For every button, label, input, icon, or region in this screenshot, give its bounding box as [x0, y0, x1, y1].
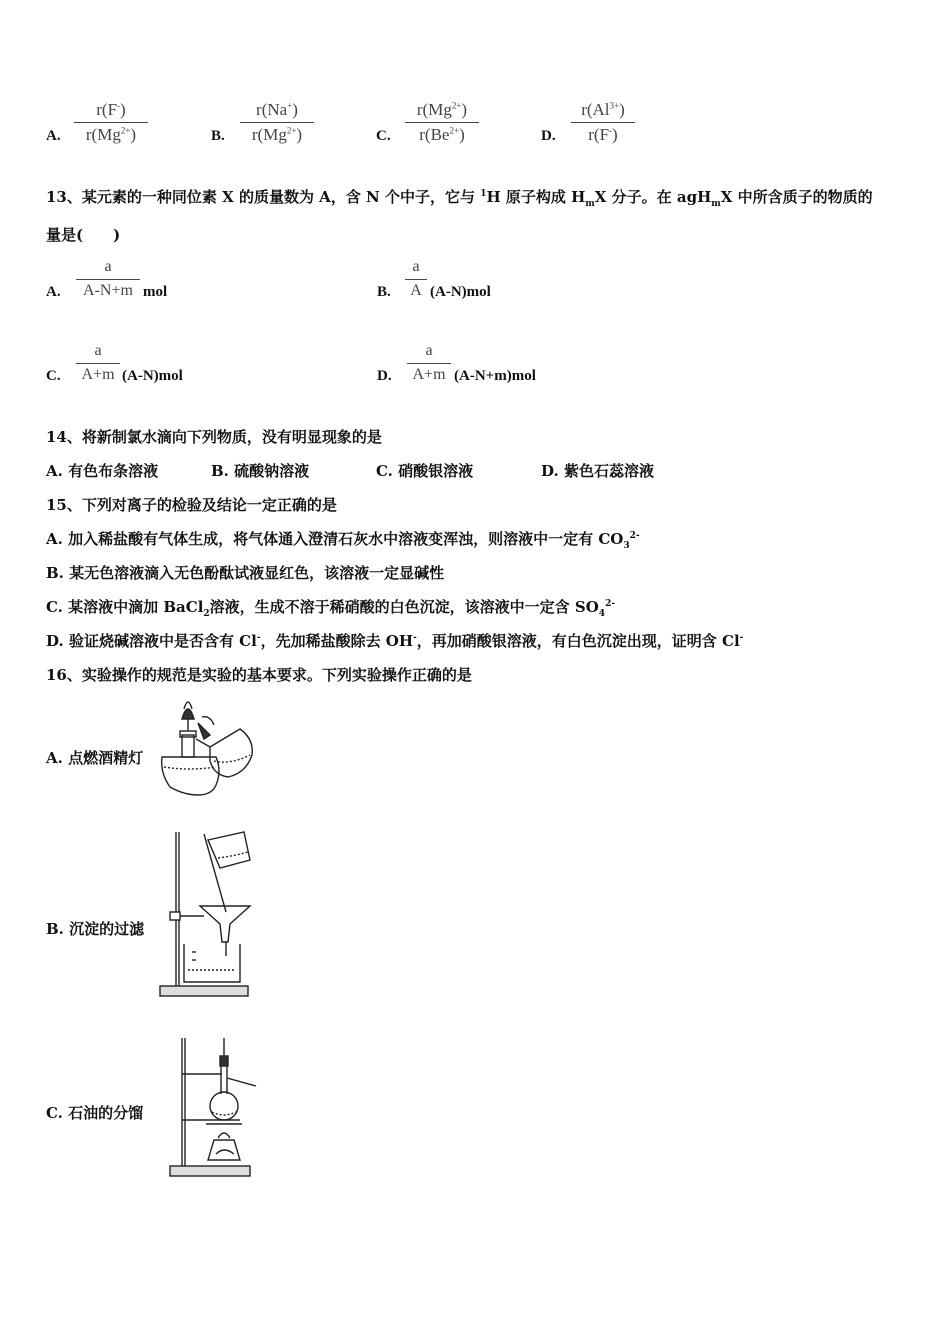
q13-option-a-unit: mol — [143, 284, 168, 300]
q13-stem: 13、某元素的一种同位素 X 的质量数为 A，含 N 个中子，它与 $^1$H 原子构成 $H_mX$ 分子。在 agH$_m$X 中所含质子的物质的 — [46, 188, 873, 209]
q12-option-c-fraction: $\frac{r(Mg^{2+})}{r(Be^{2+})}$ — [405, 100, 479, 145]
q16-option-b: B. 沉淀的过滤 — [46, 920, 145, 938]
q13-option-b-unit: (A-N)mol — [430, 284, 491, 300]
q14-option-a: A. 有色布条溶液 — [46, 462, 159, 480]
q16-option-c: C. 石油的分馏 — [46, 1104, 144, 1122]
q15-stem: 15、下列对离子的检验及结论一定正确的是 — [46, 496, 337, 514]
q12-option-a-fraction: $\frac{r(F^-)}{r(Mg^{2+})}$ — [74, 100, 148, 145]
q14-stem: 14、将新制氯水滴向下列物质，没有明显现象的是 — [46, 428, 382, 446]
q13-option-c-fraction: $\frac{a}{A+m}$ — [76, 342, 120, 384]
q16-option-a: A. 点燃酒精灯 — [46, 749, 144, 767]
q12-option-a-label: A. — [46, 128, 61, 144]
q13-option-c-unit: (A-N)mol — [122, 368, 183, 384]
q13-option-c-label: C. — [46, 368, 61, 384]
q12-option-b-label: B. — [211, 128, 225, 144]
q12-option-d-fraction: $\frac{r(Al^{3+})}{r(F^-)}$ — [571, 100, 635, 145]
q16-stem: 16、实验操作的规范是实验的基本要求。下列实验操作正确的是 — [46, 666, 472, 684]
q15-option-a: A. 加入稀盐酸有气体生成，将气体通入澄清石灰水中溶液变浑浊，则溶液中一定有 $CO_3^{2-}$ — [46, 530, 640, 551]
q13-option-d-fraction: $\frac{a}{A+m}$ — [407, 342, 451, 384]
q14-option-b: B. 硫酸钠溶液 — [211, 462, 310, 480]
q13-option-b-label: B. — [377, 284, 391, 300]
q15-option-d: D. 验证烧碱溶液中是否含有 Cl-，先加稀盐酸除去 OH-，再加硝酸银溶液，有白色沉淀出现，证明含 Cl- — [46, 632, 744, 650]
distillation-illustration — [166, 1034, 262, 1180]
filtration-illustration — [156, 826, 256, 1002]
q12-option-d-label: D. — [541, 128, 556, 144]
q14-option-d: D. 紫色石蕊溶液 — [541, 462, 654, 480]
alcohol-lamp-illustration — [158, 695, 258, 799]
q12-option-b-fraction: $\frac{r(Na^+)}{r(Mg^{2+})}$ — [240, 100, 314, 145]
q13-option-a-fraction: $\frac{a}{A-N+m}$ — [76, 258, 140, 300]
q15-option-b: B. 某无色溶液滴入无色酚酞试液显红色，该溶液一定显碱性 — [46, 564, 445, 582]
q13-option-b-fraction: $\frac{a}{A}$ — [405, 258, 427, 300]
q15-option-c: C. 某溶液中滴加 BaCl$_2$溶液，生成不溶于稀硝酸的白色沉淀，该溶液中一定含 $SO_4^{2-}$ — [46, 598, 616, 619]
q13-option-d-label: D. — [377, 368, 392, 384]
q13-stem-line2: 量是( ) — [46, 226, 121, 244]
q13-option-a-label: A. — [46, 284, 61, 300]
q12-option-c-label: C. — [376, 128, 391, 144]
q14-option-c: C. 硝酸银溶液 — [376, 462, 474, 480]
q13-option-d-unit: (A-N+m)mol — [454, 368, 536, 384]
